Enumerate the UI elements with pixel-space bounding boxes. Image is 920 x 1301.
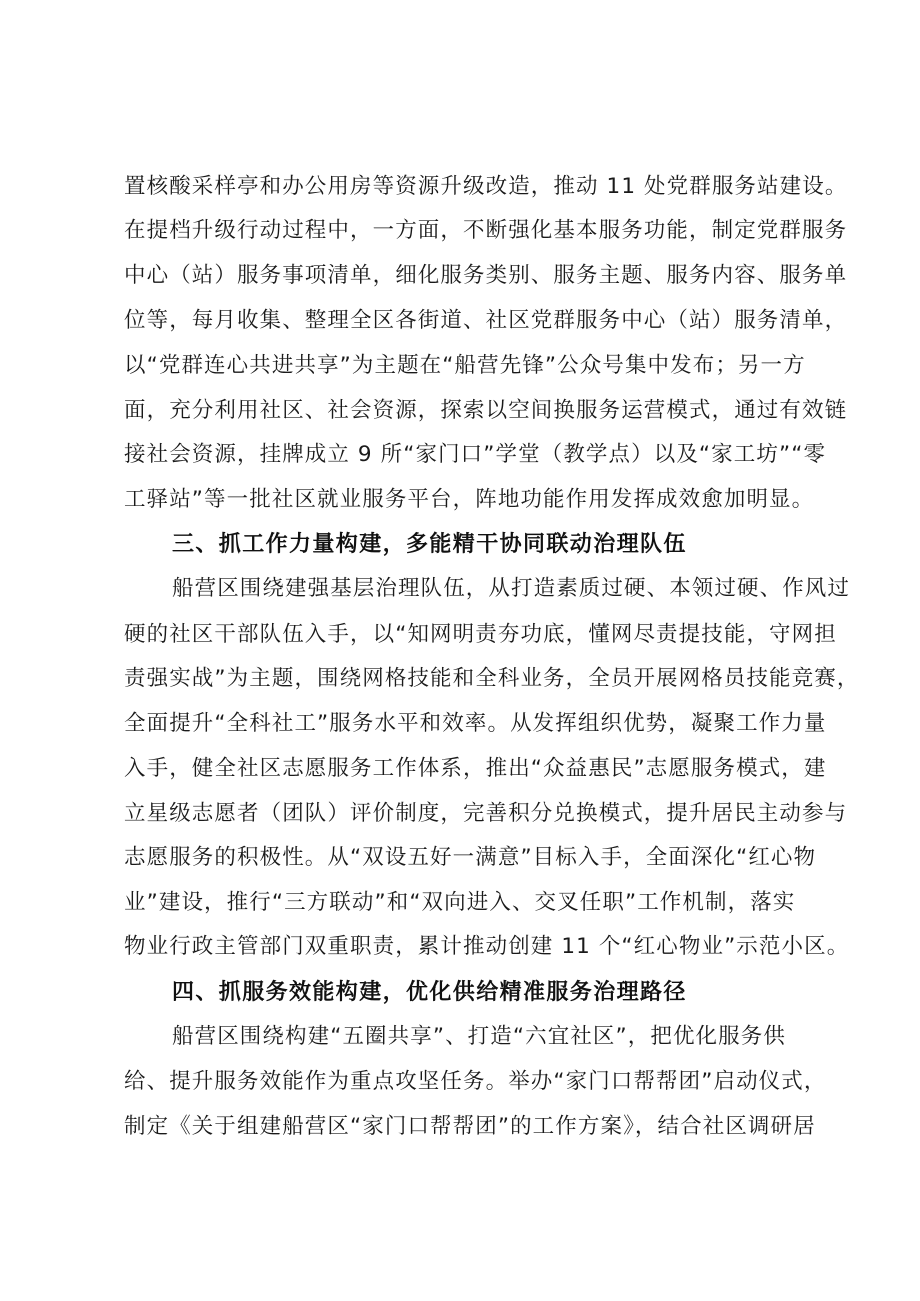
paragraph-line: 在提档升级行动过程中，一方面，不断强化基本服务功能，制定党群服务 bbox=[124, 218, 848, 243]
paragraph-line: 船营区围绕建强基层治理队伍，从打造素质过硬、本领过硬、作风过 bbox=[172, 576, 851, 601]
paragraph-line: 入手，健全社区志愿服务工作体系，推出“众益惠民”志愿服务模式，建 bbox=[124, 756, 827, 781]
paragraph-line: 责强实战”为主题，围绕网格技能和全科业务，全员开展网格员技能竞赛， bbox=[124, 666, 860, 691]
paragraph-line: 立星级志愿者（团队）评价制度，完善积分兑换模式，提升居民主动参与 bbox=[124, 801, 848, 826]
paragraph-line: 面，充分利用社区、社会资源，探索以空间换服务运营模式，通过有效链 bbox=[124, 398, 848, 423]
paragraph-line: 工驿站”等一批社区就业服务平台，阵地功能作用发挥成效愈加明显。 bbox=[124, 487, 815, 512]
paragraph-line: 接社会资源，挂牌成立 9 所“家门口”学堂（教学点）以及“家工坊”“零 bbox=[124, 442, 827, 467]
paragraph-line: 硬的社区干部队伍入手，以“知网明责夯功底，懂网尽责提技能，守网担 bbox=[124, 622, 837, 647]
paragraph-line: 业”建设，推行“三方联动”和“双向进入、交叉任职”工作机制，落实 bbox=[124, 890, 796, 915]
section-heading-4: 四、抓服务效能构建，优化供给精准服务治理路径 bbox=[172, 980, 687, 1005]
paragraph-line: 全面提升“全科社工”服务水平和效率。从发挥组织优势，凝聚工作力量 bbox=[124, 711, 827, 736]
paragraph-line: 中心（站）服务事项清单，细化服务类别、服务主题、服务内容、服务单 bbox=[124, 263, 848, 288]
paragraph-line: 制定《关于组建船营区“家门口帮帮团”的工作方案》，结合社区调研居 bbox=[124, 1114, 816, 1139]
paragraph-line: 船营区围绕构建“五圈共享”、打造“六宜社区”，把优化服务供 bbox=[172, 1024, 786, 1049]
section-heading-3: 三、抓工作力量构建，多能精干协同联动治理队伍 bbox=[172, 532, 687, 557]
paragraph-line: 置核酸采样亭和办公用房等资源升级改造，推动 11 处党群服务站建设。 bbox=[124, 174, 848, 199]
paragraph-line: 以“党群连心共进共享”为主题在“船营先锋”公众号集中发布；另一方 bbox=[124, 353, 806, 378]
paragraph-line: 给、提升服务效能作为重点攻坚任务。举办“家门口帮帮团”启动仪式， bbox=[124, 1069, 827, 1094]
paragraph-line: 物业行政主管部门双重职责，累计推动创建 11 个“红心物业”示范小区。 bbox=[124, 934, 850, 959]
paragraph-line: 位等，每月收集、整理全区各街道、社区党群服务中心（站）服务清单， bbox=[124, 308, 848, 333]
paragraph-line: 志愿服务的积极性。从“双设五好一满意”目标入手，全面深化“红心物 bbox=[124, 845, 817, 870]
